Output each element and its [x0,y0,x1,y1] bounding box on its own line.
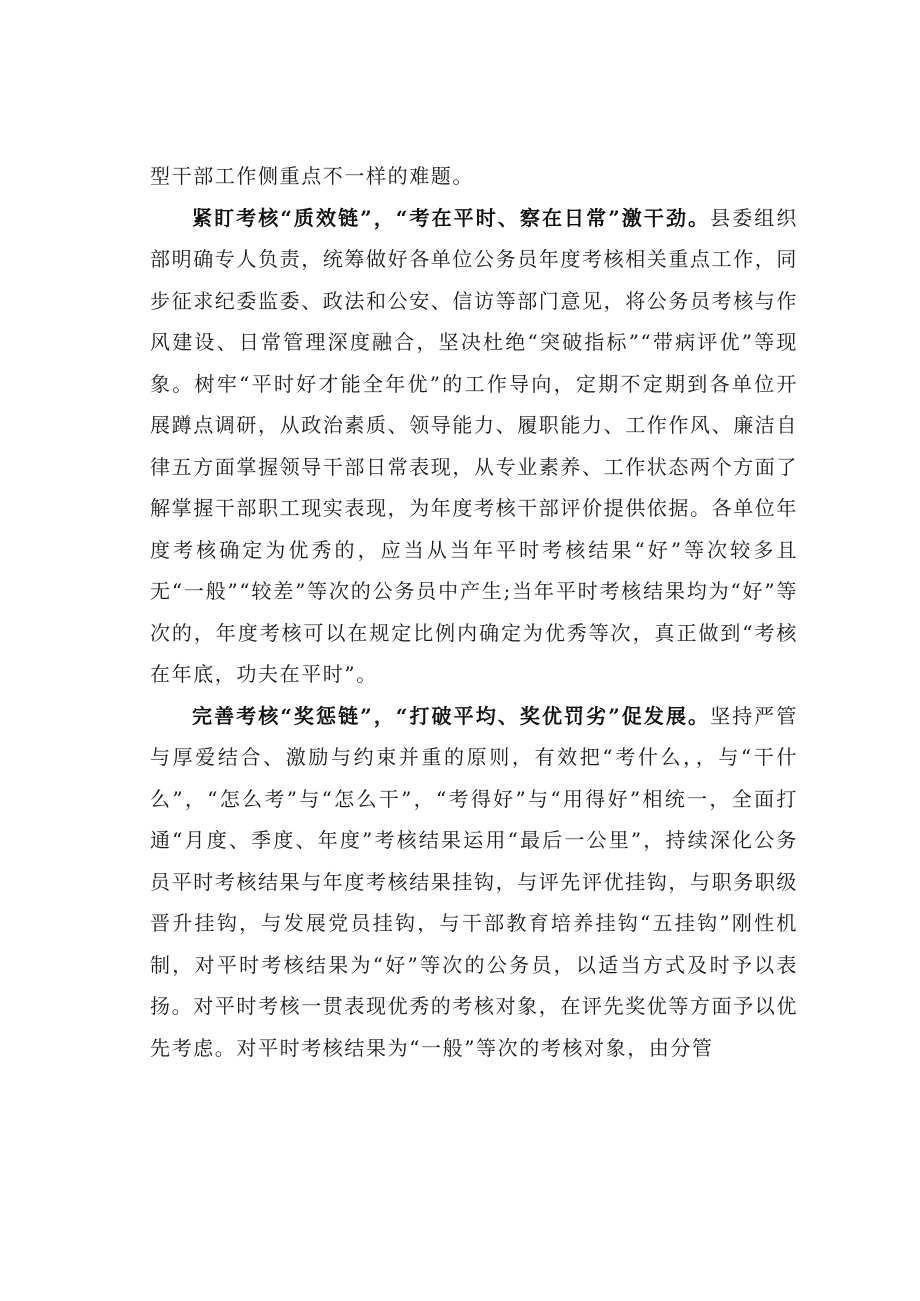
paragraph-body: 型干部工作侧重点不一样的难题。 [150,164,474,188]
paragraph-assessment-reward-chain [150,696,798,1070]
paragraph-continuation [150,156,798,198]
paragraph-assessment-quality-chain [150,198,798,696]
paragraph-body: 县委组织部明确专人负责，统筹做好各单位公务员年度考核相关重点工作，同步征求纪委监委、政法和公安、信访等部门意见，将公务员考核与作风建设、日常管理深度融合，坚决杜绝“突破指标”“带病评优”等现象。树牢“平时好才能全年优”的工作导向，定期不定期到各单位开展蹲点调研，从政治素质、领导能力、履职能力、工作作风、廉洁自律五方面掌握领导干部日常表现，从专业素养、工作状态两个方面了解掌握干部职工现实表现，为年度考核干部评价提供依据。各单位年度考核确定为优秀的，应当从当年平时考核结果“好”等次较多且无“一般”“较差”等次的公务员中产生;当年平时考核结果均为“好”等次的，年度考核可以在规定比例内确定为优秀等次，真正做到“考核在年底，功夫在平时”。 [150,205,798,686]
paragraph-heading: 完善考核“奖惩链”，“打破平均、奖优罚劣”促发展。 [192,703,711,728]
document-page [150,156,798,1069]
paragraph-heading: 紧盯考核“质效链”，“考在平时、察在日常”激干劲。 [192,205,711,230]
paragraph-body: 坚持严管与厚爱结合、激励与约束并重的原则，有效把“考什么，，与“干什么”，“怎么考”与“怎么干”，“考得好”与“用得好”相统一，全面打通“月度、季度、年度”考核结果运用“最后一公里”，持续深化公务员平时考核结果与年度考核结果挂钩，与评先评优挂钩，与职务职级晋升挂钩，与发展党员挂钩，与干部教育培养挂钩“五挂钩”刚性机制，对平时考核结果为“好”等次的公务员，以适当方式及时予以表扬。对平时考核一贯表现优秀的考核对象，在评先奖优等方面予以优先考虑。对平时考核结果为“一般”等次的考核对象，由分管 [150,703,798,1060]
